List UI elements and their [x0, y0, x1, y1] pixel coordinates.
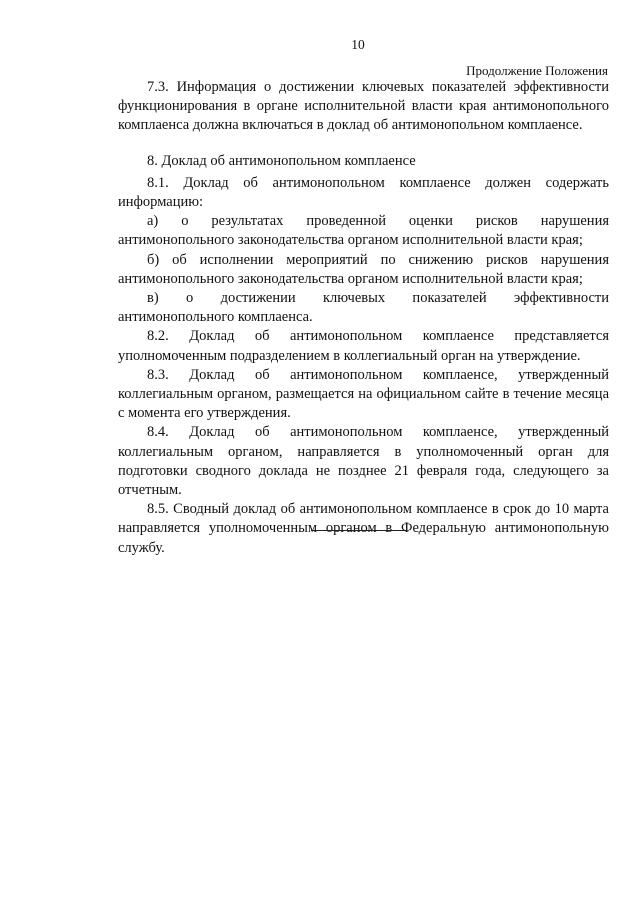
continuation-header: Продолжение Положения — [466, 63, 608, 78]
paragraph-8-1-b: б) об исполнении мероприятий по снижению рисков нарушения антимонопольного законодательства органом исполнительной власти края; — [118, 251, 609, 287]
paragraph-7-3: 7.3. Информация о достижении ключевых показателей эффективности функционирования в органе исполнительной власти края антимонопольного комплаенса должна включаться в доклад об антимонопольном комплаенсе. — [118, 79, 609, 134]
paragraph-8-4: 8.4. Доклад об антимонопольном комплаенсе, утвержденный коллегиальным органом, направляется в уполномоченный орган для подготовки сводного доклада не позднее 21 февраля года, следующего за отчетным. — [118, 424, 609, 499]
document-body — [118, 78, 609, 558]
end-divider-line — [311, 530, 407, 531]
paragraph-8-5: 8.5. Сводный доклад об антимонопольном комплаенсе в срок до 10 марта направляется уполномоченным органом в Федеральную антимонопольную службу. — [118, 501, 609, 556]
paragraph-8-3: 8.3. Доклад об антимонопольном комплаенсе, утвержденный коллегиальным органом, размещается на официальном сайте в течение месяца с момента его утверждения. — [118, 366, 609, 422]
paragraph-8-1-a: а) о результатах проведенной оценки рисков нарушения антимонопольного законодательства органом исполнительной власти края; — [118, 213, 609, 249]
paragraph-8-2: 8.2. Доклад об антимонопольном комплаенсе представляется уполномоченным подразделением в коллегиальный орган на утверждение. — [118, 328, 609, 364]
paragraph-8-1-c: в) о достижении ключевых показателей эффективности антимонопольного комплаенса. — [118, 290, 609, 326]
page-number: 10 — [351, 37, 365, 52]
section-8-heading: 8. Доклад об антимонопольном комплаенсе — [147, 152, 416, 169]
paragraph-8-1: 8.1. Доклад об антимонопольном комплаенсе должен содержать информацию: — [118, 174, 609, 211]
